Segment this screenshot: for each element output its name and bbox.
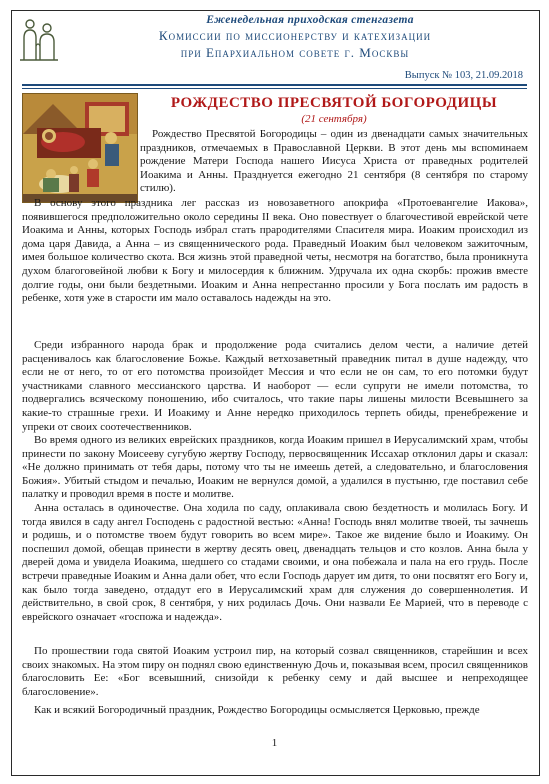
masthead-rule-thin (22, 88, 527, 89)
paragraph-3: Среди избранного народа брак и продолжение рода считались делом чести, а наличие детей расценивалось как благословение Божье. Каждый ветхозаветный праведник питал в душе надежду, что если не от него, то от его потомства произойдет Мессия и что если не он сам, то его потомки будут участниками славного мессианского царства. И наоборот — если супруги не имели потомства, то подвергались всяческому поношению, ибо считалось, что такие пары лишены милости Всевышнего за какие-то страшные грехи. И Иоакиму и Анне нередко приходилось терпеть обиды, пренебрежение и упреки от своих соотечественников. (22, 339, 528, 433)
masthead-line-2: при Епархиальном совете г. Москвы (180, 45, 410, 60)
masthead-rule (22, 84, 527, 86)
page-number: 1 (271, 737, 278, 749)
church-figures-logo (18, 16, 60, 62)
paragraph-7: Как и всякий Богородичный праздник, Рождество Богородицы осмысляется Церковью, прежде (34, 704, 480, 716)
paragraph-1: Рождество Пресвятой Богородицы – один из двенадцати самых значительных праздников, отмечаемых в Православной Церкви. В этот день мы вспоминаем рождение Матери Господа нашего Иисуса Христа от праведных родителей Иоакима и Анны. Празднуется ежегодно 21 сентября (8 сентября по старому стилю). (140, 128, 528, 195)
masthead-line-1: Комиссии по миссионерству и катехизации (158, 28, 432, 43)
paragraph-4: Во время одного из великих еврейских праздников, когда Иоаким пришел в Иерусалимский храм, чтобы принести по закону Моисееву сугубую жертву Господу, первосвященник Иссахар отклонил дары и сказал: «Не должно принимать от тебя дары, потому что ты не имеешь детей, а следовательно, и благословения Божия». Убитый стыдом и печалью, Иоаким не вернулся домой, а удалился в пустыню, где поставил себе палатку и проводил время в посте и молитве. (22, 434, 528, 501)
paragraph-2: В основу этого праздника лег рассказ из новозаветного апокрифа «Протоевангелие Иакова», появившегося предположительно около середины II века. Оно повествует о благочестивой еврейской чете Иоакима и Анны, которых Господь избрал стать прародителями Спасителя мира. Иоаким происходил из дома царя Давида, а Анна – из священнического рода. Праведный Иоаким был человеком зажиточным, имея большое количество скота. Вся жизнь этой праведной четы, несмотря на богатство, была проникнута духом благоговейной любви к Богу и милосердия к ближним. Удручала их одна скорбь: прожив вместе долгие годы, они были бездетными. Иоаким и Анна непрестанно просили у Бога послать им радость в ребенке, хотя уже в старости им мало оставалось надежды на это. (22, 197, 528, 305)
article-title: РОЖДЕСТВО ПРЕСВЯТОЙ БОГОРОДИЦЫ (170, 95, 498, 111)
article-date: (21 сентября) (301, 113, 367, 125)
masthead-weekly: Еженедельная приходская стенгазета (206, 14, 414, 26)
paragraph-6: По прошествии года святой Иоаким устроил пир, на который созвал священников, старейшин и всех своих знакомых. На этом пиру он поднял свою единственную Дочь и, показывая всем, просил священников благословить Ее: «Бог всевышний, снизойди к ребенку сему и дай высшее и непреходящее благословение». (22, 645, 528, 698)
nativity-icon-image (22, 93, 138, 203)
issue-number: Выпуск № 103, 21.09.2018 (404, 70, 523, 81)
paragraph-5: Анна осталась в одиночестве. Она ходила по саду, оплакивала свою бездетность и молилась Богу. И тогда явился в саду ангел Господень с радостной вестью: «Анна! Господь внял молитве твоей, ты зачнешь и родишь, и о потомстве твоем будут говорить во всем мире». Такое же видение было и Иоакиму. Он поспешил домой, обещав принести в жертву десять овец, двенадцать тельцов и сто козлов. Анна была у дверей дома и увидела Иоакима, шедшего со стадами своими, и она побежала и пала на его грудь. После встречи праведные Иоаким и Анна дали обет, что если Господь дарует им дитя, то они посвятят его Богу и, как было тогда заведено, отдадут его в Иерусалимский храм для служения до совершеннолетия. И действительно, в свой срок, 8 сентября, у них родилась Дочь. Они назвали Ее Марией, что в переводе с еврейского означает «госпожа и надежда». (22, 502, 528, 623)
